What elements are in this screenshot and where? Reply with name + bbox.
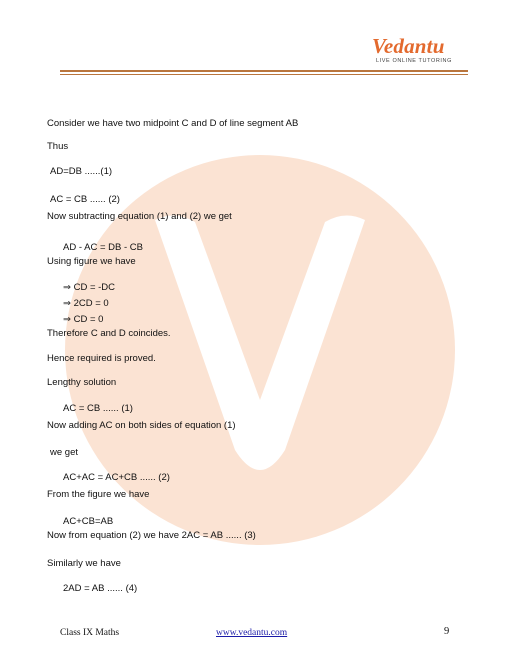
text-line: ⇒ 2CD = 0 [63, 298, 109, 309]
text-line: AC+AC = AC+CB ...... (2) [63, 472, 170, 483]
text-line: AC = CB ...... (1) [63, 403, 133, 414]
header-rule-thin [60, 74, 468, 75]
text-line: AD - AC = DB - CB [63, 242, 143, 253]
footer-class-label: Class IX Maths [60, 628, 120, 638]
text-line: Using figure we have [47, 256, 136, 267]
text-line: 2AD = AB ...... (4) [63, 583, 138, 594]
text-line: we get [50, 447, 78, 458]
footer-website-link[interactable]: www.vedantu.com [216, 628, 288, 638]
text-line: Similarly we have [47, 558, 121, 569]
text-line: ⇒ CD = 0 [63, 314, 104, 325]
text-line: Now from equation (2) we have 2AC = AB ...... (3) [47, 530, 256, 541]
text-line: Therefore C and D coincides. [47, 328, 171, 339]
page-number: 9 [444, 626, 450, 637]
text-line: ⇒ CD = -DC [63, 282, 116, 293]
text-line: Hence required is proved. [47, 353, 156, 364]
text-line: AC = CB ...... (2) [50, 194, 120, 205]
text-line: Now subtracting equation (1) and (2) we get [47, 211, 232, 222]
text-line: Lengthy solution [47, 377, 117, 388]
logo-tagline: LIVE ONLINE TUTORING [376, 58, 452, 64]
header-rule [60, 70, 468, 72]
text-line: Thus [47, 141, 69, 152]
logo-wordmark: Vedantu [372, 34, 445, 58]
text-line: Consider we have two midpoint C and D of line segment AB [47, 118, 299, 129]
text-line: AD=DB ......(1) [50, 166, 113, 177]
vedantu-logo [372, 34, 462, 70]
text-line: Now adding AC on both sides of equation (1) [47, 420, 236, 431]
text-line: From the figure we have [47, 489, 150, 500]
text-line: AC+CB=AB [63, 516, 114, 527]
